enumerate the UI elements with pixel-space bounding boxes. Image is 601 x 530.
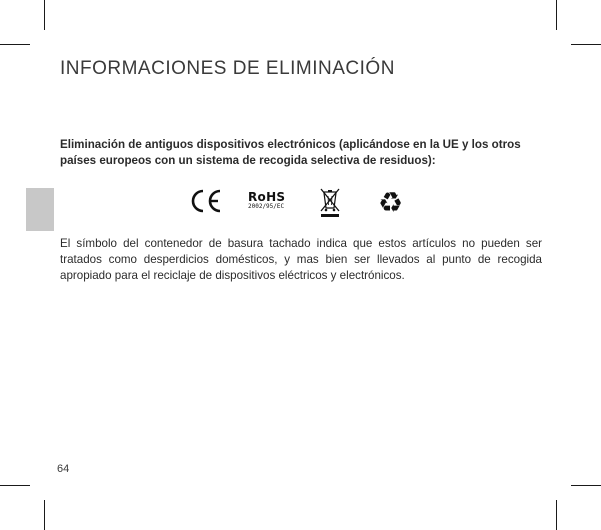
compliance-icons [0, 186, 601, 220]
crop-mark [571, 485, 601, 486]
page-title: INFORMACIONES DE ELIMINACIÓN [60, 58, 395, 79]
crop-mark [44, 0, 45, 30]
rohs-icon [248, 192, 292, 211]
ce-mark-icon [188, 186, 224, 216]
crop-mark [571, 44, 601, 45]
rohs-subtitle: 2002/95/EC [248, 203, 285, 210]
crop-mark [0, 44, 30, 45]
crop-mark [0, 485, 30, 486]
body-paragraph: El símbolo del contenedor de basura tachado indica que estos artículos no pueden ser tratados como desperdicios domésticos, y mas bien ser llevados al punto de recogida apropiado para el reciclaje de dispositivos eléctricos y electrónicos. [60, 237, 542, 282]
section-heading: Eliminación de antiguos dispositivos electrónicos (aplicándose en la UE y los otros países europeos con un sistema de recogida selectiva de residuos): [60, 138, 521, 167]
crop-mark [556, 0, 557, 30]
crossed-out-bin-icon [318, 186, 342, 218]
rohs-title: RoHS [248, 190, 286, 204]
crop-mark [44, 500, 45, 530]
recycle-icon: ♻ [378, 186, 404, 219]
crop-mark [556, 500, 557, 530]
page-number: 64 [57, 463, 70, 475]
